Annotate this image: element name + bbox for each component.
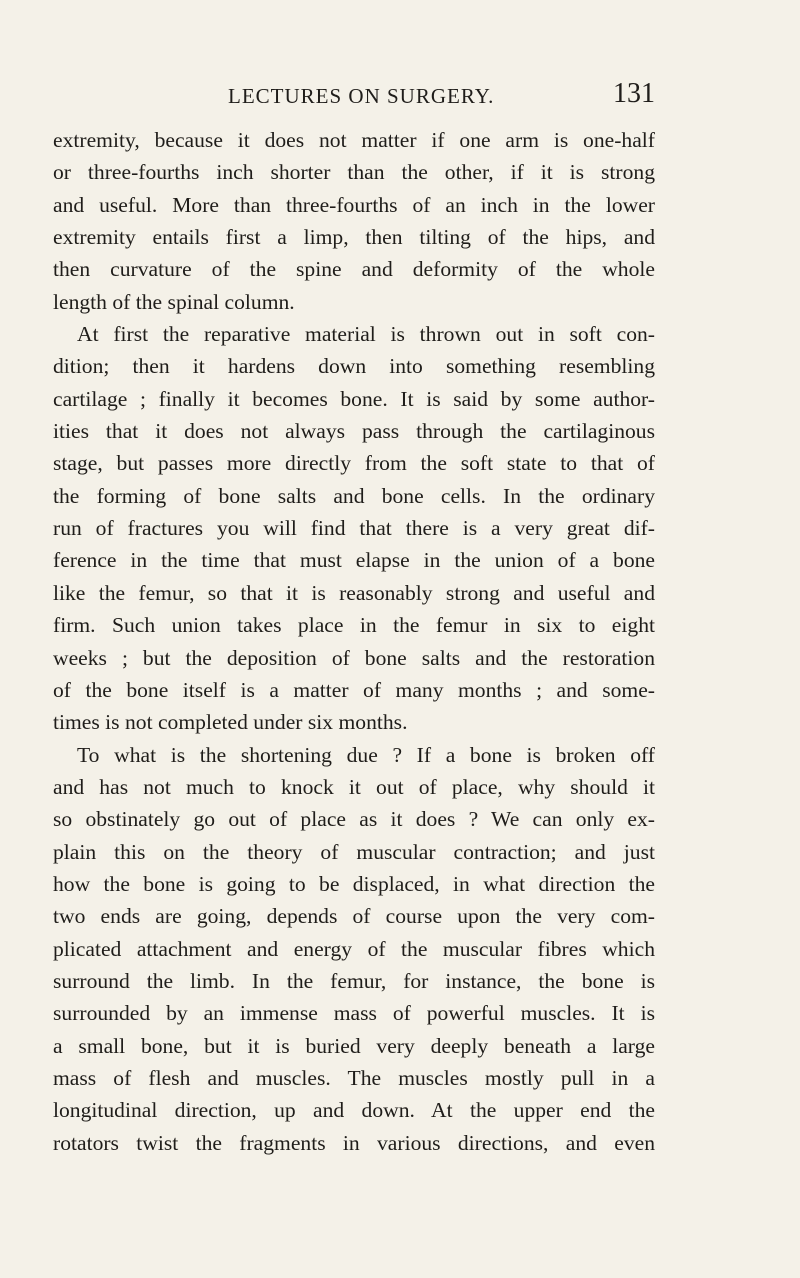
text-line: extremity, because it does not matter if one arm is one-half [53, 128, 655, 152]
text-line: rotators twist the fragments in various directions, and even [53, 1130, 655, 1155]
text-line: plicated attachment and energy of the muscular fibres which [53, 936, 655, 961]
paragraph-1 [53, 124, 655, 318]
text-line: like the femur, so that it is reasonably strong and useful and [53, 580, 655, 605]
text-line: ities that it does not always pass through the cartilaginous [53, 419, 655, 444]
text-line: weeks ; but the deposition of bone salts and the restoration [53, 645, 655, 670]
text-line: and useful. More than three-fourths of an inch in the lower [53, 192, 655, 217]
text-line: surrounded by an immense mass of powerful muscles. It is [53, 1001, 655, 1026]
text-line: times is not completed under six months. [53, 710, 408, 735]
text-line: At first the reparative material is thrown out in soft con- [77, 322, 655, 347]
page-number: 131 [613, 78, 655, 109]
text-line: so obstinately go out of place as it does ? We can only ex- [53, 807, 655, 832]
text-line: surround the limb. In the femur, for instance, the bone is [53, 968, 655, 993]
text-line: mass of flesh and muscles. The muscles mostly pull in a [53, 1065, 655, 1090]
text-line: and has not much to knock it out of place, why should it [53, 774, 655, 799]
text-line: the forming of bone salts and bone cells. In the ordinary [53, 483, 655, 508]
page-body [53, 124, 655, 1159]
text-line: how the bone is going to be displaced, in what direction the [53, 871, 655, 896]
text-line: longitudinal direction, up and down. At the upper end the [53, 1098, 655, 1123]
text-line: ference in the time that must elapse in the union of a bone [53, 548, 655, 573]
text-line: cartilage ; finally it becomes bone. It is said by some author- [53, 386, 655, 411]
text-line: two ends are going, depends of course upon the very com- [53, 904, 655, 929]
text-line: To what is the shortening due ? If a bone is broken off [77, 742, 655, 767]
text-line: extremity entails first a limp, then tilting of the hips, and [53, 225, 655, 250]
text-line: plain this on the theory of muscular contraction; and just [53, 839, 655, 864]
text-line: stage, but passes more directly from the soft state to that of [53, 451, 655, 476]
running-title: LECTURES ON SURGERY. [228, 84, 495, 108]
text-line: a small bone, but it is buried very deeply beneath a large [53, 1033, 655, 1058]
text-line: dition; then it hardens down into something resembling [53, 354, 655, 379]
paragraph-3 [53, 739, 655, 1159]
text-line: of the bone itself is a matter of many months ; and some- [53, 677, 655, 702]
text-line: then curvature of the spine and deformity of the whole [53, 257, 655, 282]
paragraph-2 [53, 318, 655, 738]
text-line: length of the spinal column. [53, 289, 295, 314]
text-line: or three-fourths inch shorter than the other, if it is strong [53, 160, 655, 185]
text-line: firm. Such union takes place in the femur in six to eight [53, 613, 655, 638]
text-line: run of fractures you will find that there is a very great dif- [53, 516, 655, 541]
running-head [53, 80, 655, 114]
